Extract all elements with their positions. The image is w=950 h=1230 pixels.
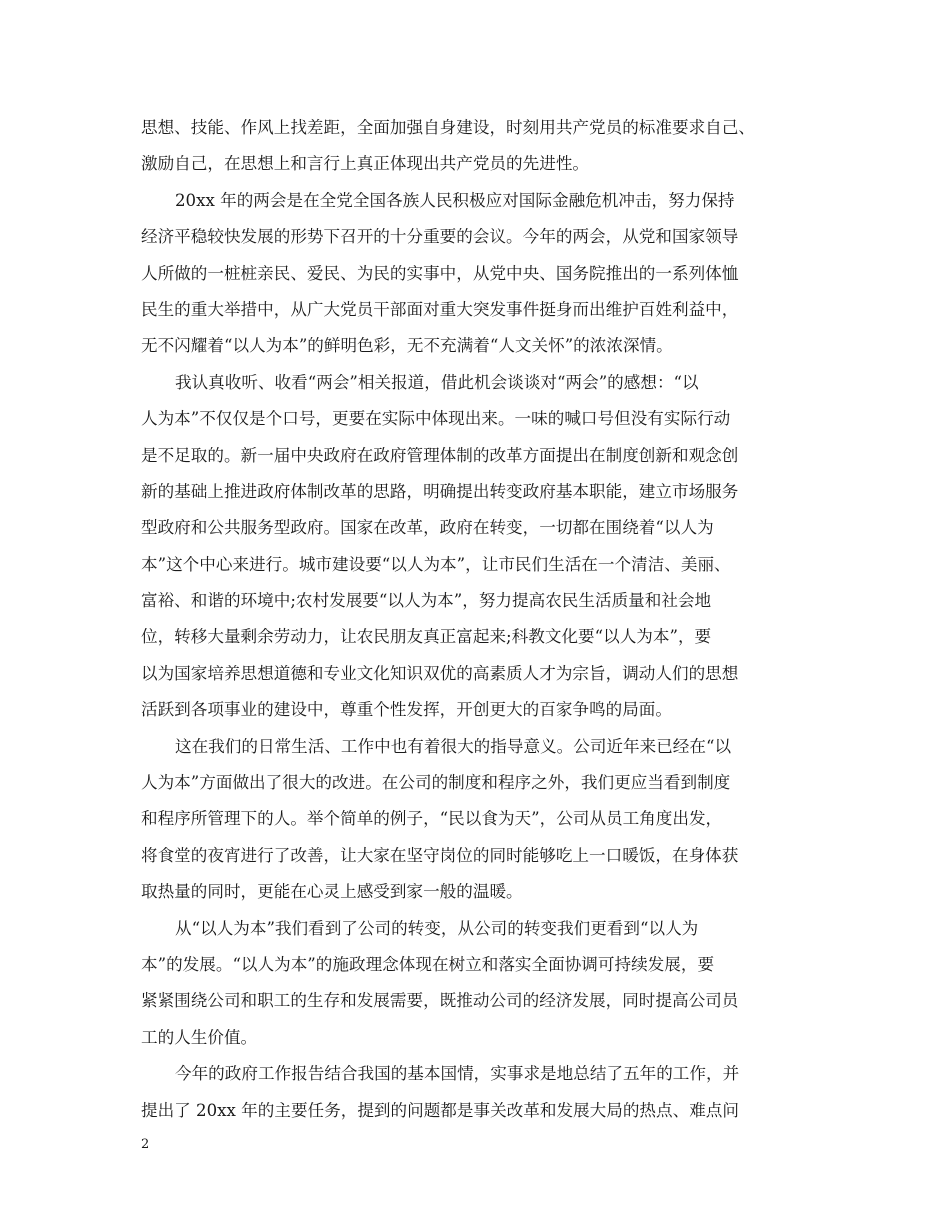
text-line: 经济平稳较快发展的形势下召开的十分重要的会议。今年的两会，从党和国家领导	[141, 227, 739, 247]
text-line: 紧紧围绕公司和职工的生存和发展需要，既推动公司的经济发展，同时提高公司员	[141, 991, 739, 1011]
text-line: 人所做的一桩桩亲民、爱民、为民的实事中，从党中央、国务院推出的一系列体恤	[141, 263, 739, 283]
text-line: 位，转移大量剩余劳动力，让农民朋友真正富起来;科教文化要“以人为本”，要	[141, 627, 712, 647]
text-line: 我认真收听、收看“两会”相关报道，借此机会谈谈对“两会”的感想：“以	[175, 372, 699, 392]
text-line: 思想、技能、作风上找差距，全面加强自身建设，时刻用共产党员的标准要求自己、	[141, 118, 755, 137]
text-line: 本”这个中心来进行。城市建设要“以人为本”，让市民们生活在一个清洁、美丽、	[141, 554, 731, 574]
text-line: 人为本”不仅仅是个口号，更要在实际中体现出来。一味的喊口号但没有实际行动	[141, 409, 731, 429]
text-line: 工的人生价值。	[141, 1027, 258, 1047]
text-line: 从“以人为本”我们看到了公司的转变，从公司的转变我们更看到“以人为	[175, 918, 699, 938]
text-line: 新的基础上推进政府体制改革的思路，明确提出转变政府基本职能，建立市场服务	[141, 481, 739, 501]
text-line: 以为国家培养思想道德和专业文化知识双优的高素质人才为宗旨，调动人们的思想	[141, 663, 739, 683]
document-body	[141, 110, 813, 1129]
text-line: 本”的发展。“以人为本”的施政理念体现在树立和落实全面协调可持续发展，要	[141, 954, 715, 974]
page-number: 2	[141, 1137, 150, 1152]
text-line: 无不闪耀着“以人为本”的鲜明色彩，无不充满着“人文关怀”的浓浓深情。	[141, 336, 673, 356]
text-line: 提出了 20xx 年的主要任务，提到的问题都是事关改革和发展大局的热点、难点问	[141, 1100, 739, 1120]
text-line: 活跃到各项事业的建设中，尊重个性发挥，开创更大的百家争鸣的局面。	[141, 700, 672, 720]
text-line: 人为本”方面做出了很大的改进。在公司的制度和程序之外，我们更应当看到制度	[141, 773, 731, 793]
text-line: 取热量的同时，更能在心灵上感受到家一般的温暖。	[141, 882, 523, 902]
text-line: 这在我们的日常生活、工作中也有着很大的指导意义。公司近年来已经在“以	[175, 736, 732, 756]
text-line: 民生的重大举措中，从广大党员干部面对重大突发事件挺身而出维护百姓利益中，	[141, 299, 739, 319]
text-line: 富裕、和谐的环境中;农村发展要“以人为本”，努力提高农民生活质量和社会地	[141, 591, 712, 611]
text-line: 是不足取的。新一届中央政府在政府管理体制的改革方面提出在制度创新和观念创	[141, 445, 739, 465]
text-line: 激励自己，在思想上和言行上真正体现出共产党员的先进性。	[141, 154, 590, 174]
text-line: 将食堂的夜宵进行了改善，让大家在坚守岗位的同时能够吃上一口暖饭，在身体获	[141, 845, 739, 865]
text-line: 今年的政府工作报告结合我国的基本国情，实事求是地总结了五年的工作，并	[175, 1064, 740, 1084]
text-line: 和程序所管理下的人。举个简单的例子，“民以食为天”，公司从员工角度出发，	[141, 809, 723, 829]
text-line: 20xx 年的两会是在全党全国各族人民积极应对国际金融危机冲击，努力保持	[175, 190, 735, 210]
text-line: 型政府和公共服务型政府。国家在改革，政府在转变，一切都在围绕着“以人为	[141, 518, 714, 538]
